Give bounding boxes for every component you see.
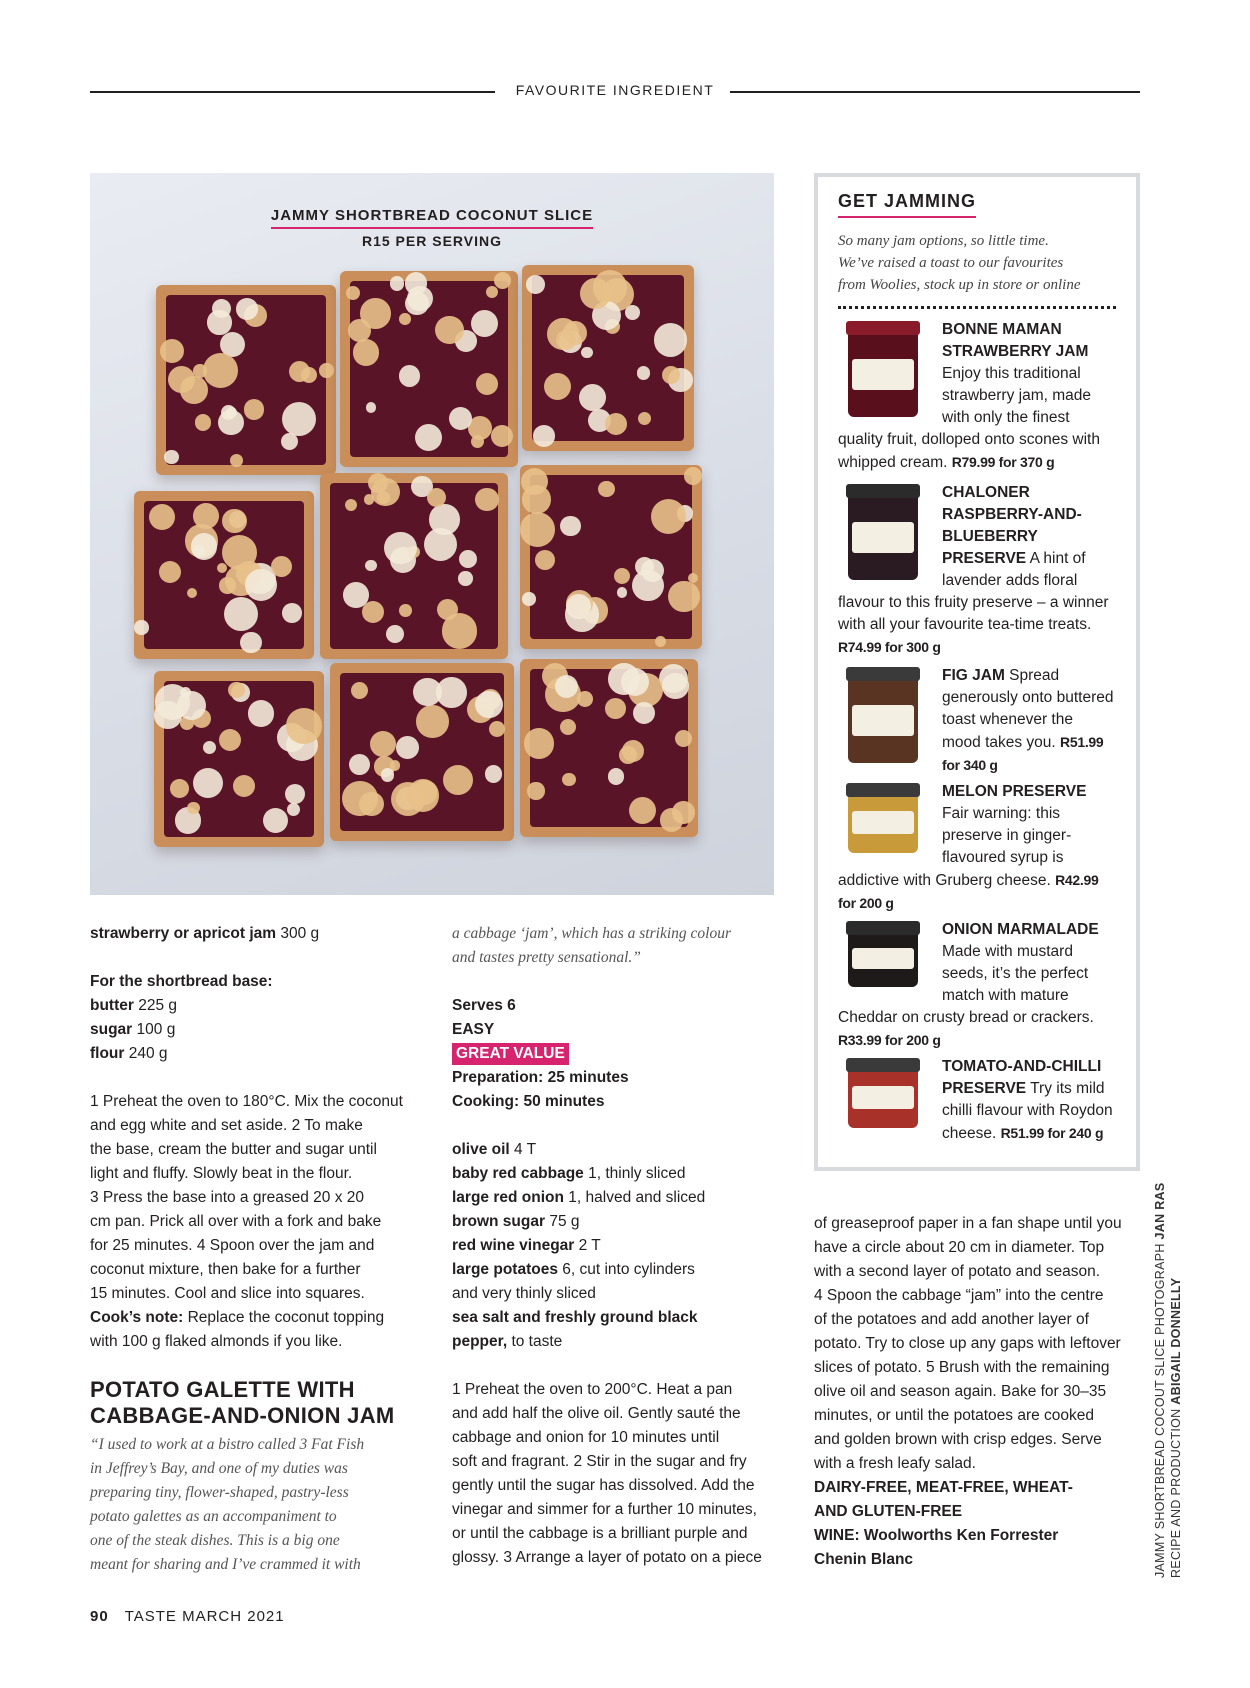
method-line: and golden brown with crisp edges. Serve — [814, 1431, 1102, 1448]
section-title: FAVOURITE INGREDIENT — [515, 82, 715, 98]
ingredient-line — [452, 1138, 792, 1162]
method-line: cm pan. Prick all over with a fork and bake — [90, 1213, 382, 1230]
quote-line: meant for sharing and I’ve crammed it with — [90, 1556, 361, 1573]
cooks-note-cont: with 100 g flaked almonds if you like. — [90, 1333, 343, 1350]
method-line: for 25 minutes. 4 Spoon over the jam and — [90, 1237, 375, 1254]
product-price: R79.99 for 370 g — [951, 454, 1055, 470]
ingredient-qty: 1, halved and sliced — [563, 1189, 706, 1206]
method-line: 15 minutes. Cool and slice into squares. — [90, 1285, 365, 1302]
recipe2-intro — [90, 1377, 430, 1577]
ingredient-line — [452, 1234, 792, 1258]
credit-line2: RECIPE AND PRODUCTION — [1169, 1404, 1183, 1578]
product-name: MELON PRESERVE — [942, 783, 1087, 800]
recipe2-quote-cont — [452, 922, 792, 970]
dietary-line2: AND GLUTEN-FREE — [814, 1503, 963, 1520]
ingredient-line — [452, 1186, 792, 1210]
recipe1-method — [90, 1090, 420, 1306]
recipe2-method-part1 — [452, 1378, 792, 1570]
ingredient-qty: to taste — [507, 1333, 563, 1350]
method-line: slices of potato. 5 Brush with the remaining — [814, 1359, 1110, 1376]
method-line: light and fluffy. Slowly beat in the flour. — [90, 1165, 353, 1182]
magazine-issue: TASTE MARCH 2021 — [124, 1608, 285, 1625]
method-line: with a second layer of potato and season. — [814, 1263, 1101, 1280]
get-jamming-sidebar — [814, 173, 1140, 1171]
fig-jam-jar-icon — [838, 665, 928, 765]
photo-caption — [90, 207, 774, 249]
ingredient-name: flour — [90, 1045, 125, 1062]
ingredient-line — [452, 1306, 792, 1330]
ingredient-qty: 4 T — [509, 1141, 537, 1158]
method-line: and add half the olive oil. Gently sauté the — [452, 1405, 741, 1422]
recipe2-method-part2 — [814, 1212, 1144, 1476]
product-price: R33.99 for 200 g — [838, 1032, 941, 1048]
ingredient-name: baby red cabbage — [452, 1165, 584, 1182]
ingredient-name: large potatoes — [452, 1261, 558, 1278]
tomato-chilli-jar-icon — [838, 1056, 928, 1130]
ingredient-qty: 225 g — [133, 997, 178, 1014]
recipe2-column — [452, 922, 792, 1570]
recipe2-title-line1: POTATO GALETTE WITH — [90, 1377, 355, 1402]
method-line: olive oil and season again. Bake for 30–35 — [814, 1383, 1107, 1400]
difficulty: EASY — [452, 1021, 495, 1038]
quote-line: a cabbage ‘jam’, which has a striking colour — [452, 925, 731, 942]
header-rule-right — [730, 91, 1140, 93]
ingredient-name: olive oil — [452, 1141, 510, 1158]
ingredient-qty: 100 g — [132, 1021, 176, 1038]
ingredient-line — [452, 1162, 792, 1186]
melon-preserve-jar-icon — [838, 781, 928, 855]
method-line: 4 Spoon the cabbage “jam” into the centre — [814, 1287, 1104, 1304]
photo-cost: R15 PER SERVING — [361, 233, 502, 249]
method-line: and egg white and set aside. 2 To make — [90, 1117, 363, 1134]
ingredient-name: red wine vinegar — [452, 1237, 575, 1254]
product-price: R51.99 for 340 g — [942, 734, 1104, 773]
shortbread-slice — [154, 671, 324, 847]
ingredient-name: large red onion — [452, 1189, 564, 1206]
intro-line: from Woolies, stock up in store or online — [838, 277, 1081, 293]
product-item — [838, 781, 1116, 915]
topping-ingredient — [90, 922, 420, 946]
product-item — [838, 482, 1116, 659]
method-line: 1 Preheat the oven to 180°C. Mix the coconut — [90, 1093, 403, 1110]
product-list — [838, 319, 1116, 1145]
ingredient-name: pepper, — [452, 1333, 508, 1350]
photo-credit — [1152, 1183, 1184, 1579]
quote-line: “I used to work at a bistro called 3 Fat Fish — [90, 1436, 365, 1453]
ingredient-line — [452, 1258, 792, 1282]
producer: ABIGAIL DONNELLY — [1169, 1277, 1183, 1405]
cooks-note-label: Cook’s note: — [90, 1309, 184, 1326]
quote-line: one of the steak dishes. This is a big one — [90, 1532, 340, 1549]
product-price: R74.99 for 300 g — [838, 639, 941, 655]
recipe2-ingredients — [452, 1138, 792, 1354]
ingredient-name: butter — [90, 997, 134, 1014]
prep-time: Preparation: 25 minutes — [452, 1069, 629, 1086]
product-price: R42.99 for 200 g — [838, 872, 1099, 911]
ingredient-line — [452, 1210, 792, 1234]
method-line: coconut mixture, then bake for a further — [90, 1261, 361, 1278]
ingredient-qty: 75 g — [545, 1213, 580, 1230]
product-price: R51.99 for 240 g — [1000, 1125, 1104, 1141]
quote-line: preparing tiny, flower-shaped, pastry-less — [90, 1484, 349, 1501]
method-line: 3 Press the base into a greased 20 x 20 — [90, 1189, 365, 1206]
wine-line1: WINE: Woolworths Ken Forrester — [814, 1527, 1059, 1544]
product-description: Try its mild chilli flavour with Roydon cheese. — [942, 1080, 1113, 1142]
product-description: Made with mustard seeds, it’s the perfect match with mature Cheddar on crusty bread or crackers. — [838, 943, 1094, 1026]
recipe2-method-column — [814, 1212, 1144, 1572]
dietary-line1: DAIRY-FREE, MEAT-FREE, WHEAT- — [814, 1479, 1073, 1496]
base-ingredient — [90, 994, 420, 1018]
ingredient-qty: and very thinly sliced — [452, 1285, 596, 1302]
base-ingredient-list — [90, 994, 420, 1066]
product-name: TOMATO-AND-CHILLI PRESERVE — [942, 1058, 1102, 1097]
shortbread-slice — [520, 465, 702, 649]
product-description: Fair warning: this preserve in ginger-flavoured syrup is addictive with Gruberg cheese. — [838, 805, 1072, 889]
product-description: A hint of lavender adds floral flavour to this fruity preserve – a winner with all your favourite tea-time treats. — [838, 550, 1109, 633]
product-description: Enjoy this traditional strawberry jam, made with only the finest quality fruit, dolloped onto scones with whipped cream. — [838, 365, 1100, 471]
recipe2-quote — [90, 1433, 430, 1577]
ingredient-name: brown sugar — [452, 1213, 546, 1230]
intro-line: So many jam options, so little time. — [838, 233, 1049, 249]
photographer: JAN RAS — [1153, 1182, 1167, 1240]
method-line: with a fresh leafy salad. — [814, 1455, 976, 1472]
shortbread-slice — [134, 491, 314, 659]
method-line: glossy. 3 Arrange a layer of potato on a piece — [452, 1549, 762, 1566]
product-name: BONNE MAMAN STRAWBERRY JAM — [942, 321, 1089, 360]
method-line: gently until the sugar has dissolved. Add the — [452, 1477, 755, 1494]
product-name: ONION MARMALADE — [942, 921, 1099, 938]
shortbread-slice — [156, 285, 336, 475]
ingredient-name: strawberry or apricot jam — [90, 925, 277, 942]
product-item — [838, 319, 1116, 474]
method-line: vinegar and simmer for a further 10 minutes, — [452, 1501, 757, 1518]
recipe1-column — [90, 922, 420, 1354]
product-name: CHALONER RASPBERRY-AND-BLUEBERRY PRESERVE — [942, 484, 1082, 567]
method-line: minutes, or until the potatoes are cooked — [814, 1407, 1095, 1424]
photo-recipe-name: JAMMY SHORTBREAD COCONUT SLICE — [271, 207, 593, 229]
method-line: soft and fragrant. 2 Stir in the sugar and fry — [452, 1453, 747, 1470]
method-line: 1 Preheat the oven to 200°C. Heat a pan — [452, 1381, 733, 1398]
ingredient-name: sea salt and freshly ground black — [452, 1309, 698, 1326]
cooks-note — [90, 1306, 420, 1330]
sidebar-heading: GET JAMMING — [838, 191, 976, 218]
shortbread-slice — [520, 659, 698, 837]
shortbread-slice — [522, 265, 694, 451]
strawberry-jam-jar-icon — [838, 319, 928, 419]
ingredient-qty: 300 g — [276, 925, 320, 942]
quote-line: in Jeffrey’s Bay, and one of my duties was — [90, 1460, 348, 1477]
ingredient-qty: 6, cut into cylinders — [557, 1261, 695, 1278]
recipe2-title-line2: CABBAGE-AND-ONION JAM — [90, 1403, 395, 1428]
method-line: cabbage and onion for 10 minutes until — [452, 1429, 720, 1446]
onion-marmalade-jar-icon — [838, 919, 928, 989]
product-description: Spread generously onto buttered toast whenever the mood takes you. — [942, 667, 1114, 751]
page-number: 90 — [90, 1608, 109, 1625]
product-item — [838, 1056, 1116, 1145]
base-ingredient — [90, 1018, 420, 1042]
method-line: potato. Try to close up any gaps with leftover — [814, 1335, 1121, 1352]
product-item — [838, 919, 1116, 1052]
section-header — [90, 82, 1140, 102]
wine-line2: Chenin Blanc — [814, 1551, 914, 1568]
method-line: the base, cream the butter and sugar until — [90, 1141, 377, 1158]
shortbread-slice — [330, 663, 514, 841]
product-item — [838, 665, 1116, 777]
page-footer — [90, 1608, 285, 1625]
sidebar-intro — [838, 230, 1116, 296]
shortbread-slice — [340, 271, 518, 467]
base-ingredient — [90, 1042, 420, 1066]
ingredient-line — [452, 1330, 792, 1354]
credit-line1: JAMMY SHORTBREAD COCOUT SLICE PHOTOGRAPH — [1153, 1239, 1167, 1578]
quote-line: potato galettes as an accompaniment to — [90, 1508, 337, 1525]
shortbread-slice — [320, 473, 508, 659]
product-name: FIG JAM — [942, 667, 1005, 684]
base-heading: For the shortbread base: — [90, 973, 273, 990]
cooks-note-text: Replace the coconut topping — [183, 1309, 385, 1326]
great-value-badge: GREAT VALUE — [452, 1043, 569, 1065]
ingredient-qty: 2 T — [574, 1237, 601, 1254]
ingredient-name: sugar — [90, 1021, 133, 1038]
intro-line: We’ve raised a toast to our favourites — [838, 255, 1064, 271]
method-line: of greaseproof paper in a fan shape until you — [814, 1215, 1122, 1232]
ingredient-qty: 240 g — [124, 1045, 168, 1062]
method-line: of the potatoes and add another layer of — [814, 1311, 1089, 1328]
recipe-photo — [90, 173, 774, 895]
cook-time: Cooking: 50 minutes — [452, 1093, 605, 1110]
quote-line: and tastes pretty sensational.” — [452, 949, 641, 966]
dotted-divider — [838, 306, 1116, 309]
method-line: have a circle about 20 cm in diameter. Top — [814, 1239, 1105, 1256]
method-line: or until the cabbage is a brilliant purple and — [452, 1525, 748, 1542]
raspberry-blueberry-jar-icon — [838, 482, 928, 582]
serves: Serves 6 — [452, 997, 516, 1014]
ingredient-qty: 1, thinly sliced — [583, 1165, 686, 1182]
ingredient-line — [452, 1282, 792, 1306]
